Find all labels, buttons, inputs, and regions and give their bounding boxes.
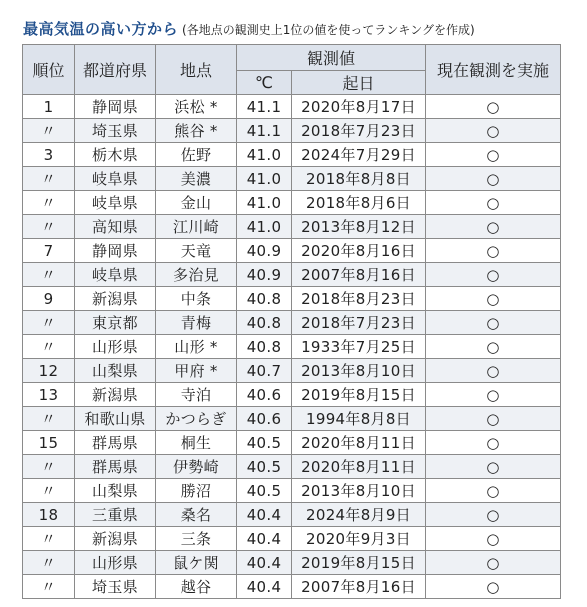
location-cell: 山形 * — [156, 335, 237, 359]
table-row — [23, 455, 561, 479]
rank-cell: 〃 — [23, 479, 75, 503]
rank-cell: 3 — [23, 143, 75, 167]
location-cell: 越谷 — [156, 575, 237, 599]
date-cell: 2013年8月12日 — [292, 215, 426, 239]
active-cell: ○ — [426, 239, 561, 263]
rank-cell: 〃 — [23, 407, 75, 431]
active-cell: ○ — [426, 359, 561, 383]
location-cell: 浜松 * — [156, 95, 237, 119]
rank-cell: 〃 — [23, 455, 75, 479]
temperature-cell: 40.6 — [237, 407, 292, 431]
active-cell: ○ — [426, 455, 561, 479]
rank-cell: 〃 — [23, 575, 75, 599]
location-cell: 江川崎 — [156, 215, 237, 239]
prefecture-cell: 山梨県 — [75, 479, 156, 503]
table-row — [23, 239, 561, 263]
temperature-cell: 40.9 — [237, 263, 292, 287]
location-cell: 三条 — [156, 527, 237, 551]
temperature-cell: 40.6 — [237, 383, 292, 407]
temperature-cell: 41.0 — [237, 215, 292, 239]
date-cell: 2020年8月11日 — [292, 455, 426, 479]
temperature-cell: 40.4 — [237, 551, 292, 575]
rank-cell: 18 — [23, 503, 75, 527]
prefecture-cell: 岐阜県 — [75, 191, 156, 215]
ranking-table — [22, 44, 561, 599]
prefecture-cell: 栃木県 — [75, 143, 156, 167]
prefecture-cell: 和歌山県 — [75, 407, 156, 431]
location-cell: 美濃 — [156, 167, 237, 191]
table-row — [23, 407, 561, 431]
date-cell: 2020年8月16日 — [292, 239, 426, 263]
header-location: 地点 — [156, 45, 237, 95]
active-cell: ○ — [426, 551, 561, 575]
location-cell: 勝沼 — [156, 479, 237, 503]
temperature-cell: 41.0 — [237, 143, 292, 167]
table-row — [23, 551, 561, 575]
table-row — [23, 143, 561, 167]
active-cell: ○ — [426, 407, 561, 431]
table-row — [23, 383, 561, 407]
date-cell: 2024年8月9日 — [292, 503, 426, 527]
table-row — [23, 167, 561, 191]
prefecture-cell: 新潟県 — [75, 527, 156, 551]
temperature-cell: 40.5 — [237, 479, 292, 503]
table-row — [23, 191, 561, 215]
table-row — [23, 263, 561, 287]
table-header — [23, 45, 561, 95]
page-heading — [23, 18, 475, 39]
temperature-cell: 41.1 — [237, 119, 292, 143]
table-row — [23, 503, 561, 527]
rank-cell: 〃 — [23, 191, 75, 215]
location-cell: かつらぎ — [156, 407, 237, 431]
date-cell: 1933年7月25日 — [292, 335, 426, 359]
temperature-cell: 40.8 — [237, 287, 292, 311]
prefecture-cell: 静岡県 — [75, 95, 156, 119]
header-date: 起日 — [292, 71, 426, 95]
location-cell: 桐生 — [156, 431, 237, 455]
prefecture-cell: 山形県 — [75, 335, 156, 359]
active-cell: ○ — [426, 191, 561, 215]
date-cell: 2013年8月10日 — [292, 479, 426, 503]
date-cell: 2024年7月29日 — [292, 143, 426, 167]
active-cell: ○ — [426, 119, 561, 143]
active-cell: ○ — [426, 431, 561, 455]
location-cell: 桑名 — [156, 503, 237, 527]
table-row — [23, 479, 561, 503]
location-cell: 鼠ケ関 — [156, 551, 237, 575]
prefecture-cell: 山形県 — [75, 551, 156, 575]
header-observed: 観測値 — [237, 45, 426, 71]
date-cell: 2018年8月6日 — [292, 191, 426, 215]
temperature-cell: 40.4 — [237, 527, 292, 551]
temperature-cell: 41.1 — [237, 95, 292, 119]
table-row — [23, 359, 561, 383]
prefecture-cell: 群馬県 — [75, 455, 156, 479]
prefecture-cell: 岐阜県 — [75, 167, 156, 191]
location-cell: 金山 — [156, 191, 237, 215]
active-cell: ○ — [426, 479, 561, 503]
active-cell: ○ — [426, 383, 561, 407]
rank-cell: 〃 — [23, 311, 75, 335]
prefecture-cell: 埼玉県 — [75, 119, 156, 143]
temperature-cell: 41.0 — [237, 167, 292, 191]
location-cell: 中条 — [156, 287, 237, 311]
date-cell: 2007年8月16日 — [292, 263, 426, 287]
table-row — [23, 527, 561, 551]
header-unit: ℃ — [237, 71, 292, 95]
prefecture-cell: 東京都 — [75, 311, 156, 335]
table-row — [23, 431, 561, 455]
date-cell: 2018年8月23日 — [292, 287, 426, 311]
temperature-cell: 40.7 — [237, 359, 292, 383]
prefecture-cell: 三重県 — [75, 503, 156, 527]
date-cell: 2018年7月23日 — [292, 311, 426, 335]
rank-cell: 〃 — [23, 551, 75, 575]
location-cell: 青梅 — [156, 311, 237, 335]
table-row — [23, 287, 561, 311]
rank-cell: 13 — [23, 383, 75, 407]
date-cell: 2018年8月8日 — [292, 167, 426, 191]
table-row — [23, 119, 561, 143]
date-cell: 2019年8月15日 — [292, 551, 426, 575]
header-active: 現在観測を実施 — [426, 45, 561, 95]
active-cell: ○ — [426, 335, 561, 359]
temperature-cell: 40.8 — [237, 311, 292, 335]
active-cell: ○ — [426, 215, 561, 239]
date-cell: 1994年8月8日 — [292, 407, 426, 431]
temperature-cell: 40.5 — [237, 455, 292, 479]
table-row — [23, 311, 561, 335]
table-row — [23, 575, 561, 599]
temperature-cell: 40.8 — [237, 335, 292, 359]
date-cell: 2019年8月15日 — [292, 383, 426, 407]
table-body — [23, 95, 561, 599]
rank-cell: 1 — [23, 95, 75, 119]
prefecture-cell: 新潟県 — [75, 383, 156, 407]
prefecture-cell: 岐阜県 — [75, 263, 156, 287]
header-prefecture: 都道府県 — [75, 45, 156, 95]
location-cell: 佐野 — [156, 143, 237, 167]
location-cell: 多治見 — [156, 263, 237, 287]
prefecture-cell: 埼玉県 — [75, 575, 156, 599]
rank-cell: 〃 — [23, 335, 75, 359]
temperature-cell: 41.0 — [237, 191, 292, 215]
rank-cell: 〃 — [23, 167, 75, 191]
table-row — [23, 95, 561, 119]
temperature-cell: 40.4 — [237, 503, 292, 527]
table-row — [23, 215, 561, 239]
active-cell: ○ — [426, 167, 561, 191]
date-cell: 2013年8月10日 — [292, 359, 426, 383]
active-cell: ○ — [426, 143, 561, 167]
active-cell: ○ — [426, 95, 561, 119]
prefecture-cell: 山梨県 — [75, 359, 156, 383]
rank-cell: 〃 — [23, 215, 75, 239]
prefecture-cell: 新潟県 — [75, 287, 156, 311]
date-cell: 2020年8月17日 — [292, 95, 426, 119]
active-cell: ○ — [426, 575, 561, 599]
date-cell: 2020年8月11日 — [292, 431, 426, 455]
prefecture-cell: 静岡県 — [75, 239, 156, 263]
location-cell: 熊谷 * — [156, 119, 237, 143]
temperature-cell: 40.5 — [237, 431, 292, 455]
location-cell: 伊勢崎 — [156, 455, 237, 479]
temperature-cell: 40.9 — [237, 239, 292, 263]
page-subtitle: (各地点の観測史上1位の値を使ってランキングを作成) — [182, 23, 475, 37]
date-cell: 2018年7月23日 — [292, 119, 426, 143]
rank-cell: 12 — [23, 359, 75, 383]
page-title: 最高気温の高い方から — [23, 20, 179, 38]
rank-cell: 〃 — [23, 527, 75, 551]
active-cell: ○ — [426, 311, 561, 335]
rank-cell: 〃 — [23, 263, 75, 287]
rank-cell: 15 — [23, 431, 75, 455]
table-row — [23, 335, 561, 359]
rank-cell: 9 — [23, 287, 75, 311]
rank-cell: 〃 — [23, 119, 75, 143]
rank-cell: 7 — [23, 239, 75, 263]
location-cell: 寺泊 — [156, 383, 237, 407]
date-cell: 2020年9月3日 — [292, 527, 426, 551]
prefecture-cell: 群馬県 — [75, 431, 156, 455]
date-cell: 2007年8月16日 — [292, 575, 426, 599]
location-cell: 甲府 * — [156, 359, 237, 383]
header-rank: 順位 — [23, 45, 75, 95]
active-cell: ○ — [426, 287, 561, 311]
location-cell: 天竜 — [156, 239, 237, 263]
prefecture-cell: 高知県 — [75, 215, 156, 239]
active-cell: ○ — [426, 503, 561, 527]
active-cell: ○ — [426, 263, 561, 287]
active-cell: ○ — [426, 527, 561, 551]
temperature-cell: 40.4 — [237, 575, 292, 599]
